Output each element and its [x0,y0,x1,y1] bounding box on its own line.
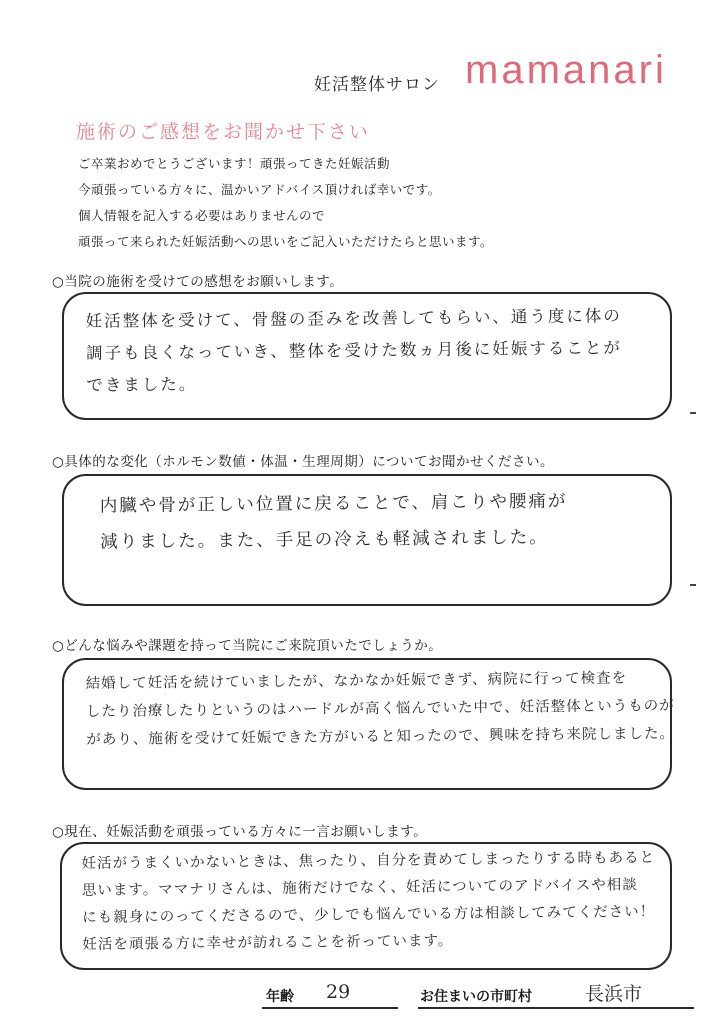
intro-line: ご卒業おめでとうございます！頑張ってきた妊娠活動 [78,156,391,171]
answer-1 [86,300,623,402]
answer-line: 妊活がうまくいかないときは、焦ったり、自分を責めてしまったりする時もあると [81,849,656,873]
answer-line: 妊活整体を受けて、骨盤の歪みを改善してもらい、通う度に体の [85,306,622,331]
answer-line: にも親身にのってくださるので、少しでも悩んでいる方は相談してみてください！ [82,904,656,927]
city-label: お住まいの市町村 [420,989,532,1005]
answer-line: 内臓や骨が正しい位置に戻ることで、肩こりや腰痛が [99,491,568,517]
answer-line: 調子も良くなっていき、整体を受けた数ヵ月後に妊娠することが [85,338,622,363]
answer-line: 思います。ママナリさんは、施術だけでなく、妊活についてのアドバイスや相談 [81,877,638,900]
city-value: 長浜市 [585,983,643,1005]
salon-name: 妊活整体サロン [314,75,440,95]
city-underline [418,1007,694,1009]
intro-line: 頑張って来られた妊娠活動への思いをご記入いただけたらと思います。 [78,234,494,249]
form-title: 施術のご感想をお聞かせ下さい [76,121,371,143]
intro-text [78,151,638,255]
question-3-label: ○どんな悩みや課題を持って当院にご来院頂いたでしょうか。 [52,638,443,654]
header [300,48,700,98]
answer-line: があり、施術を受けて妊娠できた方がいると知ったので、興味を持ち来院しました。 [86,725,676,749]
answer-line: 妊活を頑張る方に幸せが訪れることを祈っています。 [82,933,454,954]
question-4-label: ○現在、妊娠活動を頑張っている方々に一言お願いします。 [52,824,428,840]
question-2-label: ○具体的な変化（ホルモン数値・体温・生理周期）についてお聞かせください。 [52,454,555,470]
age-underline [262,1007,398,1009]
paper-mark [690,412,696,414]
answer-line: できました。 [86,374,198,395]
answer-4 [81,845,656,959]
answer-2 [100,484,568,561]
intro-line: 今頑張っている方々に、温かいアドバイス頂ければ幸いです。 [78,182,441,197]
question-1-label: ○当院の施術を受けての感想をお願いします。 [52,274,344,290]
answer-line: したり治療したりというのはハードルが高く悩んでいた中で、妊活整体というものが [85,697,675,721]
answer-line: 結婚して妊活を続けていましたが、なかなか妊娠できず、病院に行って検査を [85,670,628,693]
answer-line: 減りました。また、手足の冷えも軽減されました。 [100,527,549,553]
age-value: 29 [326,981,351,1003]
intro-line: 個人情報を記入する必要はありませんので [78,208,326,223]
brand-logo: mamanari [465,48,667,92]
answer-3 [86,664,676,754]
age-label: 年齢 [266,989,294,1005]
paper-mark [690,584,696,586]
